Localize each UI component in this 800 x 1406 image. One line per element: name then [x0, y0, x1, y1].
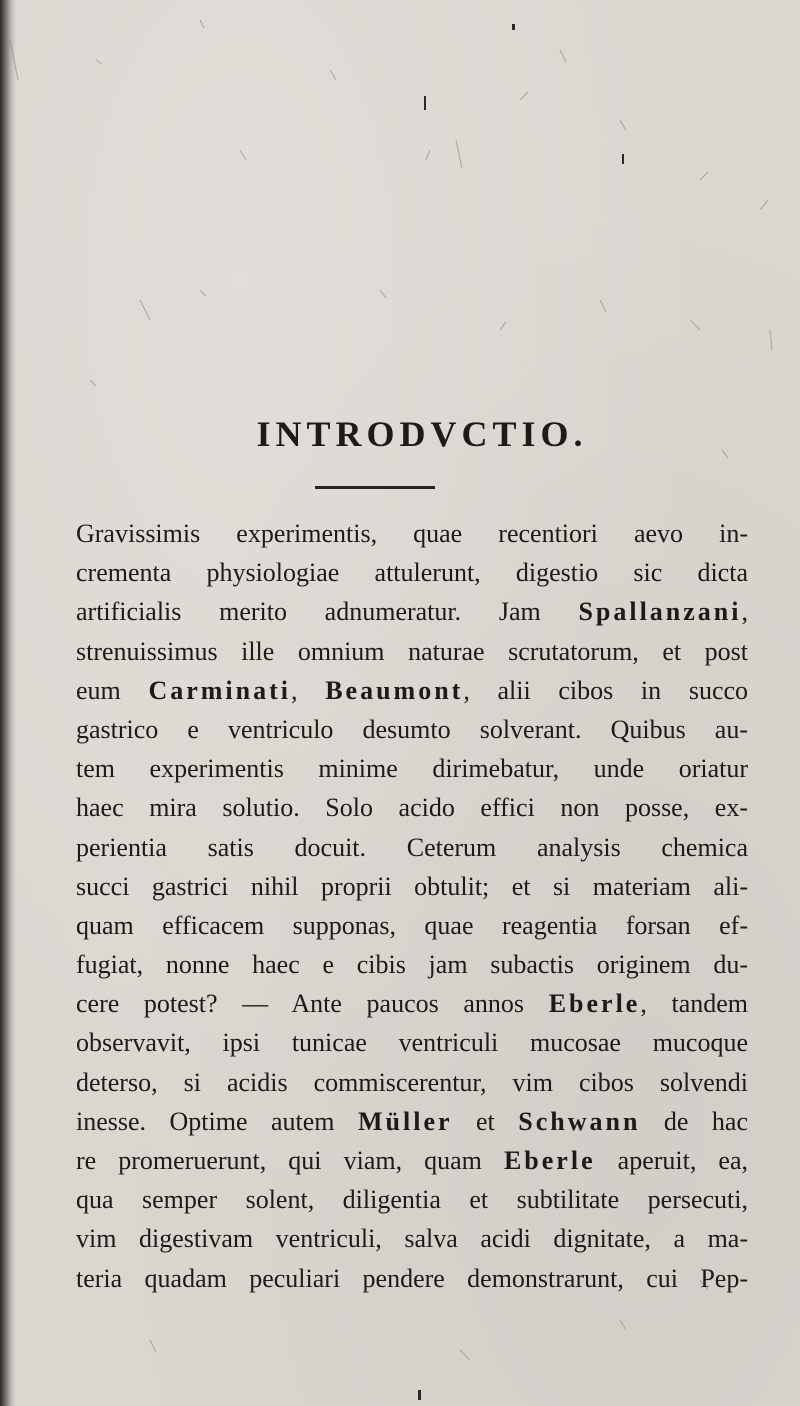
heading: INTRODVCTIO. — [256, 414, 588, 454]
text-line — [76, 1102, 748, 1141]
spaced-name: Spallanzani — [578, 597, 742, 627]
text-run: de hac — [640, 1106, 749, 1136]
text-run: fugiat, nonne haec e cibis jam subactis originem du- — [76, 950, 748, 980]
text-run: crementa physiologiae attulerunt, digestio sic dicta — [76, 558, 748, 588]
text-line — [76, 749, 748, 788]
text-line — [76, 553, 748, 592]
text-run: teria quadam peculiari pendere demonstrarunt, cui Pep- — [76, 1263, 748, 1293]
text-run: observavit, ipsi tunicae ventriculi mucosae mucoque — [76, 1028, 748, 1058]
text-line — [76, 1180, 748, 1219]
text-line — [76, 710, 748, 749]
spaced-name: Beaumont — [325, 675, 464, 705]
text-line — [76, 1141, 748, 1180]
text-run: , tandem — [640, 989, 749, 1019]
text-line — [76, 906, 748, 945]
text-run: cere potest? — Ante paucos annos — [76, 989, 549, 1019]
text-run: succi gastrici nihil proprii obtulit; et si materiam ali- — [76, 871, 748, 901]
text-run: , — [741, 597, 748, 627]
text-run: inesse. Optime autem — [76, 1106, 358, 1136]
text-run: gastrico e ventriculo desumto solverant. Quibus au- — [76, 714, 748, 744]
text-run: perientia satis docuit. Ceterum analysis chemica — [76, 832, 748, 862]
text-run: qua semper solent, diligentia et subtilitate persecuti, — [76, 1185, 748, 1215]
spaced-name: Schwann — [518, 1106, 641, 1136]
text-run: et — [452, 1106, 519, 1136]
text-line — [76, 984, 748, 1023]
spaced-name: Müller — [358, 1106, 453, 1136]
text-run: , — [291, 675, 326, 705]
text-line — [76, 1219, 748, 1258]
text-run: re promeruerunt, qui viam, quam — [76, 1146, 504, 1175]
text-run: strenuissimus ille omnium naturae scrutatorum, et post — [76, 636, 748, 666]
text-run: vim digestivam ventriculi, salva acidi dignitate, a ma- — [76, 1224, 748, 1254]
spaced-name: Eberle — [503, 1146, 596, 1175]
text-line — [76, 828, 748, 867]
text-run: quam efficacem supponas, quae reagentia forsan ef- — [76, 910, 748, 940]
text-line — [76, 788, 748, 827]
text-line — [76, 671, 748, 710]
text-line — [76, 1063, 748, 1102]
body-paragraph — [76, 514, 748, 1298]
text-run: tem experimentis minime dirimebatur, unde oriatur — [76, 754, 748, 784]
text-run: deterso, si acidis commiscerentur, vim cibos solvendi — [76, 1067, 748, 1097]
text-run: Gravissimis experimentis, quae recentiori aevo in- — [76, 519, 748, 548]
text-line — [76, 1259, 748, 1298]
text-line — [76, 945, 748, 984]
spaced-name: Carminati — [148, 675, 291, 705]
text-run: , alii cibos in succo — [463, 675, 749, 705]
text-run: artificialis merito adnumeratur. Jam — [76, 597, 579, 627]
spaced-name: Eberle — [548, 989, 641, 1019]
text-run: haec mira solutio. Solo acido effici non posse, ex- — [76, 793, 748, 823]
text-run: eum — [76, 675, 149, 705]
text-line — [76, 1023, 748, 1062]
title-rule — [315, 486, 435, 489]
text-run: aperuit, ea, — [595, 1146, 749, 1175]
text-line — [76, 514, 748, 553]
text-line — [76, 592, 748, 631]
text-line — [76, 632, 748, 671]
text-line — [76, 867, 748, 906]
